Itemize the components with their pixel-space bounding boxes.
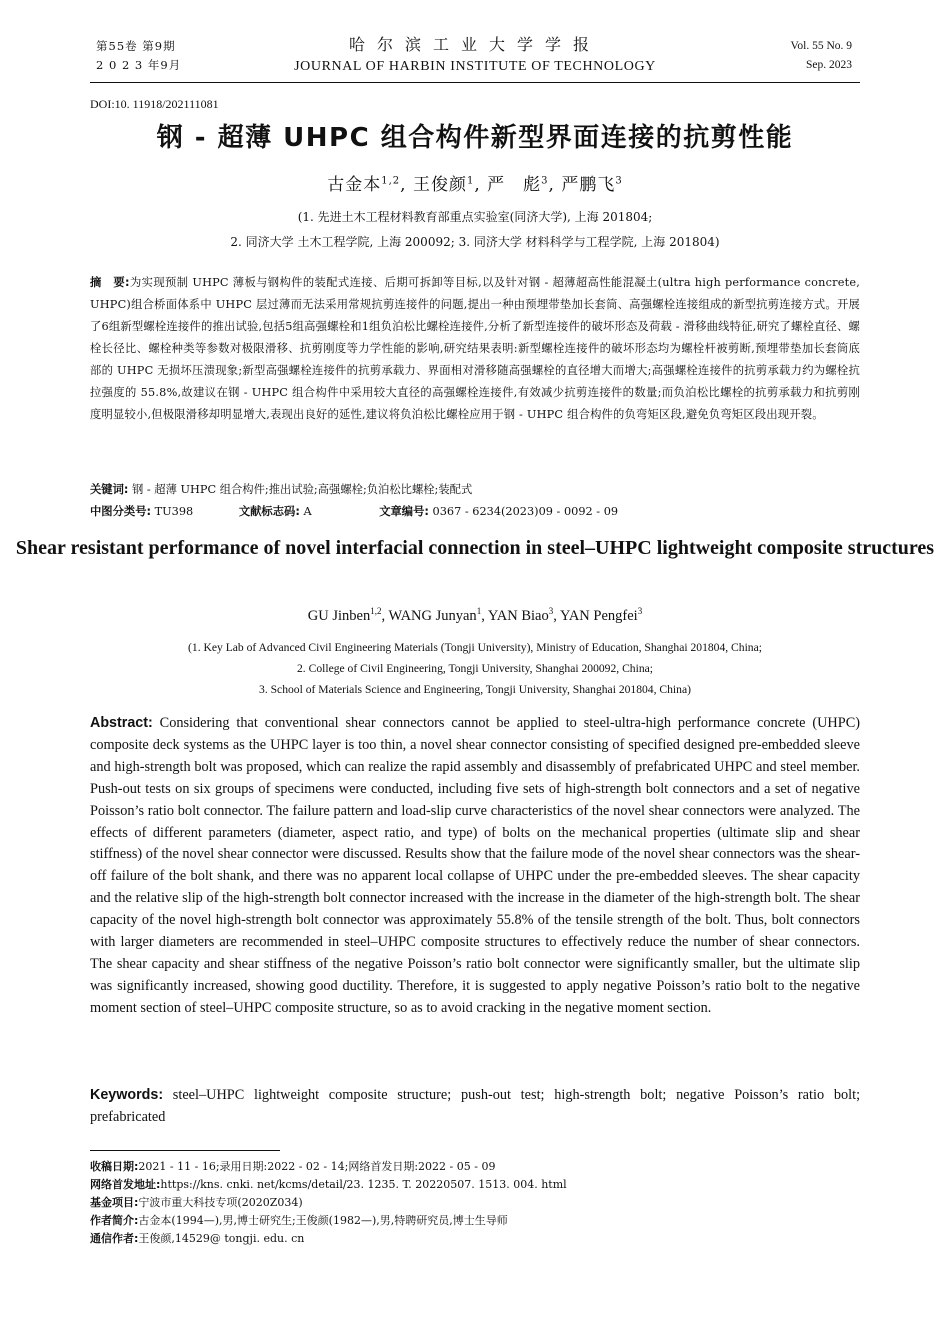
article-no-label: 文章编号: bbox=[379, 505, 429, 518]
abstract-cn bbox=[90, 272, 860, 426]
keywords-cn-label: 关键词: bbox=[90, 483, 129, 496]
author-cn: 严 彪$^3$, bbox=[487, 175, 555, 195]
keyword-en[interactable]: negative Poisson’s ratio bolt bbox=[676, 1087, 857, 1103]
corresponding-email[interactable]: 王俊颜,14529@ tongji. edu. cn bbox=[138, 1232, 305, 1245]
classification-cn bbox=[90, 501, 860, 523]
author-en: WANG Junyan$^1$, bbox=[388, 606, 485, 624]
keywords-en-label: Keywords: bbox=[90, 1087, 164, 1103]
keyword-en[interactable]: high-strength bolt bbox=[554, 1087, 663, 1103]
abstract-en-text: Considering that conventional shear connectors cannot be applied to steel-ultra-high performance concrete (UHPC) composite deck systems as the UHPC layer is too thin, a novel shear connector consisting of specified designed pre-embedded sleeve and high-strength bolt was proposed, which can realize the rapid assembly and disassembly of prefabricated UHPC and steel member. Push-out tests on six groups of specimens were conducted, including five sets of high-strength bolt connectors and a set of negative Poisson’s ratio bolt connector. The failure pattern and load-slip curve characteristics of the novel shear connectors were analyzed. The effects of different parameters (diameter, aspect ratio, and type) of bolts on the mechanical properties (ultimate slip and shear stiffness) of the novel shear connector were discussed. Results show that the failure mode of the novel shear connectors was the shear-off failure of the bolt shank, and there was no apparent local collapse of UHPC under the pre-embedded sleeves. The shear capacity and the relative slip of the high-strength bolt connector increased with the increase in the diameter of the high-strength bolt. The shear capacity of the novel high-strength bolt connector was approximately 55.8% of the tensile strength of the bolt. Thus, bolt connectors with larger diameters are recommended in steel–UHPC composite structures to effectively reduce the number of shear connectors. The shear capacity and shear stiffness of the negative Poisson’s ratio bolt connector were significantly smaller, but the ultimate slip was significantly increased, showing good ductility. Therefore, it is suggested to apply negative Poisson’s ratio bolt to the negative moment section of steel–UHPC composite structure, so as to avoid cracking in the negative moment section. bbox=[90, 715, 860, 1016]
affiliation-cn-line: (1. 先进土木工程材料教育部重点实验室(同济大学), 上海 201804; bbox=[297, 210, 653, 224]
footnote-online-url: 网络首发地址:https://kns. cnki. net/kcms/detail/23. 1235. T. 20220507. 1513. 004. html bbox=[90, 1178, 567, 1191]
affiliation-cn-line: 2. 同济大学 土木工程学院, 上海 200092; 3. 同济大学 材料科学与工程学院, 上海 201804) bbox=[230, 235, 720, 249]
online-url-link[interactable]: https://kns. cnki. net/kcms/detail/23. 1235. T. 20220507. 1513. 004. html bbox=[160, 1178, 567, 1191]
clc-label: 中图分类号: bbox=[90, 505, 152, 518]
affiliations-en bbox=[0, 637, 950, 700]
affiliations-cn bbox=[0, 205, 950, 255]
footnotes bbox=[90, 1158, 860, 1248]
title-en: Shear resistant performance of novel interfacial connection in steel–UHPC lightweight composite structures bbox=[15, 537, 935, 559]
affiliation-en-line: (1. Key Lab of Advanced Civil Engineering Materials (Tongji University), Ministry of Education, Shanghai 201804, China; bbox=[188, 641, 762, 654]
doc-code-label: 文献标志码: bbox=[238, 505, 300, 518]
author-cn: 古金本$^{1,2}$, bbox=[327, 175, 407, 195]
affiliation-en-line: 3. School of Materials Science and Engineering, Tongji University, Shanghai 201804, China) bbox=[259, 683, 691, 696]
keyword-en[interactable]: steel–UHPC lightweight composite structure bbox=[172, 1087, 448, 1103]
journal-name-cn: 哈尔滨工业大学学报 bbox=[348, 35, 601, 54]
author-cn: 王俊颜$^1$, bbox=[412, 175, 481, 195]
footnote-corresponding: 通信作者:王俊颜,14529@ tongji. edu. cn bbox=[90, 1232, 305, 1245]
clc-value: TU398 bbox=[154, 505, 194, 518]
author-en: YAN Pengfei$^3$ bbox=[559, 606, 643, 624]
footnote-divider bbox=[90, 1150, 280, 1151]
keywords-en: Keywords: steel–UHPC lightweight composite structure; push-out test; high-strength bolt; negative Poisson’s ratio bolt; prefabricated bbox=[90, 1087, 861, 1125]
keyword-en[interactable]: prefabricated bbox=[90, 1108, 166, 1125]
header-date-cn: 2 0 2 3 年9月 bbox=[96, 58, 182, 72]
keyword-cn[interactable]: 推出试验 bbox=[268, 483, 314, 496]
author-en: YAN Biao$^3$, bbox=[487, 606, 557, 624]
header-volume-cn: 第55卷 第9期 bbox=[96, 39, 176, 53]
author-cn: 严鹏飞$^3$ bbox=[561, 175, 623, 195]
footnote-funding: 基金项目:宁波市重大科技专项(2020Z034) bbox=[90, 1196, 303, 1209]
footnote-received: 收稿日期:2021 - 11 - 16;录用日期:2022 - 02 - 14;网络首发日期:2022 - 05 - 09 bbox=[90, 1160, 496, 1173]
authors-en bbox=[0, 606, 950, 625]
keyword-cn[interactable]: 装配式 bbox=[438, 483, 473, 496]
header-volume-en: Vol. 55 No. 9 bbox=[790, 40, 852, 52]
authors-cn bbox=[0, 170, 950, 195]
abstract-cn-label: 摘 要: bbox=[90, 276, 130, 289]
keyword-cn[interactable]: 负泊松比螺栓 bbox=[366, 483, 435, 496]
affiliation-en-line: 2. College of Civil Engineering, Tongji University, Shanghai 200092, China; bbox=[297, 662, 653, 675]
abstract-en-label: Abstract: bbox=[90, 715, 153, 731]
doc-code-value: A bbox=[303, 505, 312, 518]
header-divider bbox=[90, 82, 860, 83]
author-en: GU Jinben$^{1,2}$, bbox=[307, 606, 386, 624]
abstract-cn-text: 为实现预制 UHPC 薄板与钢构件的装配式连接、后期可拆卸等目标,以及针对钢 - 超薄超高性能混凝土(ultra high performance concrete, UHPC)组合桥面体系中 UHPC 层过薄而无法采用常规抗剪连接件的问题,提出一种由预埋带垫加长套筒、高强螺栓连接组成的新型抗剪连接方式。开展了6组新型螺栓连接件的推出试验,包括5组高强螺栓和1组负泊松比螺栓连接件,分析了新型连接件的破坏形态及荷载 - 滑移曲线特征,研究了螺栓直径、螺栓长径比、螺栓种类等参数对极限滑移、抗剪刚度等力学性能的影响,研究结果表明:新型螺栓连接件的破坏形态均为螺栓杆被剪断,预埋带垫加长套筒底部的 UHPC 无损坏压溃现象;新型高强螺栓连接件的抗剪承载力、界面相对滑移随高强螺栓的直径增大而增大;高强螺栓连接件的抗剪承载力约为螺栓抗拉强度的 55.8%,故建议在钢 - UHPC 组合构件中采用较大直径的高强螺栓连接件,有效减少抗剪连接件的数量;而负泊松比螺栓的抗剪承载力和抗剪刚度明显较小,但极限滑移却明显增大,表现出良好的延性,建议将负泊松比螺栓应用于钢 - UHPC 组合构件的负弯矩区段,避免负弯矩区段出现开裂。 bbox=[90, 276, 861, 421]
footnote-author-bio: 作者简介:古金本(1994—),男,博士研究生;王俊颜(1982—),男,特聘研究员,博士生导师 bbox=[90, 1214, 508, 1227]
header-date-en: Sep. 2023 bbox=[806, 59, 852, 71]
running-header bbox=[0, 32, 950, 80]
keywords-cn: 关键词: 钢 - 超薄 UHPC 组合构件;推出试验;高强螺栓;负泊松比螺栓;装配式 bbox=[90, 483, 473, 496]
keyword-cn[interactable]: 高强螺栓 bbox=[317, 483, 363, 496]
header-issue-en bbox=[791, 37, 852, 75]
keyword-en[interactable]: push-out test bbox=[460, 1087, 541, 1103]
title-cn: 钢 - 超薄 UHPC 组合构件新型界面连接的抗剪性能 bbox=[156, 123, 794, 153]
article-no-value: 0367 - 6234(2023)09 - 0092 - 09 bbox=[432, 505, 619, 518]
doi[interactable]: DOI:10. 11918/202111081 bbox=[90, 97, 219, 111]
journal-name-en: JOURNAL OF HARBIN INSTITUTE OF TECHNOLOGY bbox=[294, 59, 656, 74]
keyword-cn[interactable]: 钢 - 超薄 UHPC 组合构件 bbox=[132, 483, 265, 496]
abstract-en bbox=[90, 713, 860, 1020]
